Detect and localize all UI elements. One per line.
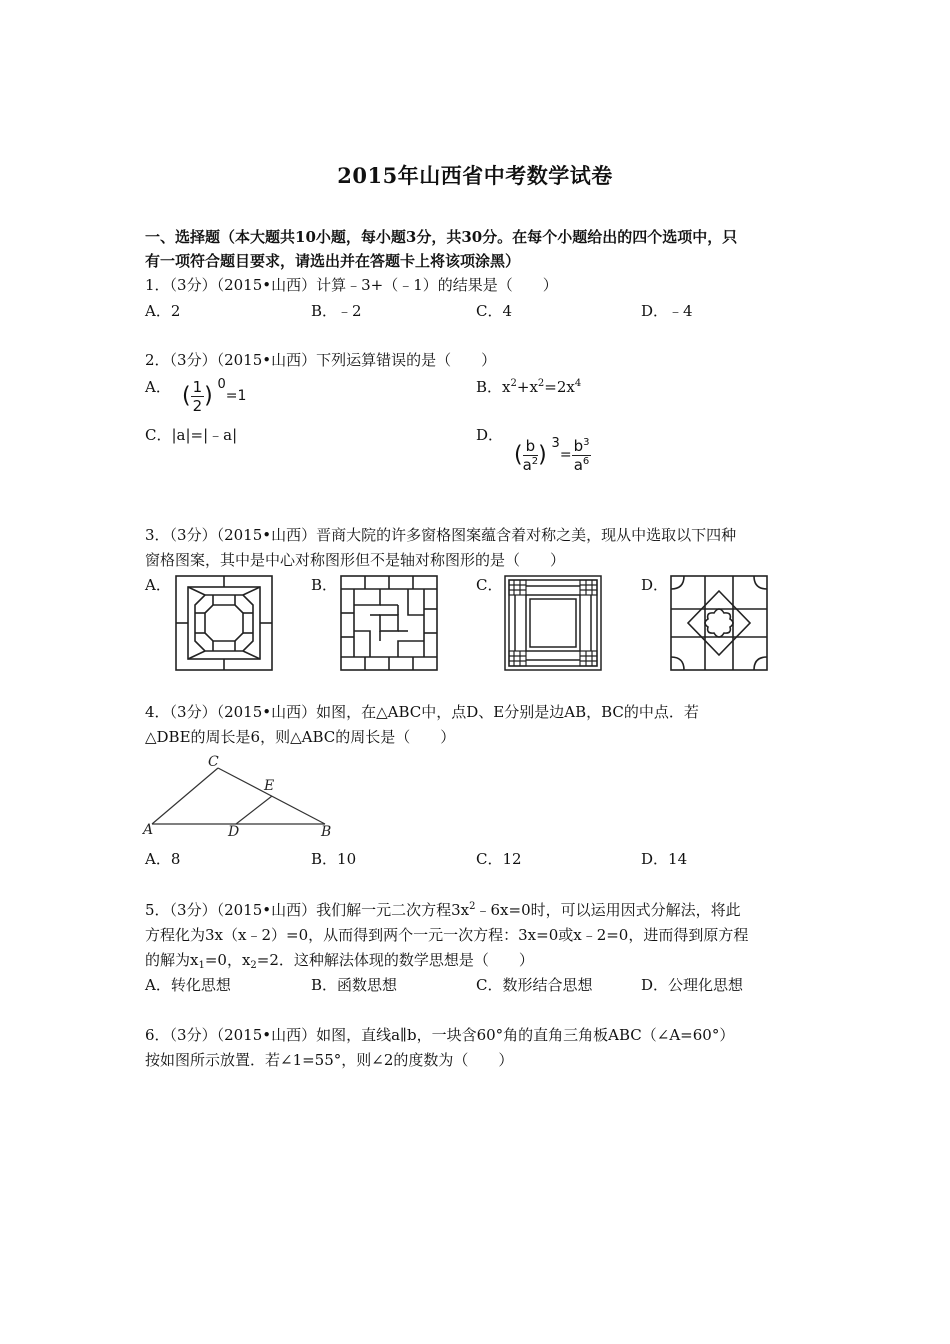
q2-option-d-expression (514, 436, 591, 474)
side-ac (152, 768, 218, 824)
q1-option-a: A．2 (145, 302, 181, 320)
fraction-numerator: b (523, 437, 539, 456)
subscript: 2 (250, 960, 257, 971)
question-4-stem-line2: △DBE的周长是6，则△ABC的周长是（ ） (145, 728, 456, 746)
q3-option-b-label: B． (311, 576, 338, 594)
text-part: =2．这种解法体现的数学思想是（ ） (256, 951, 534, 969)
term: =2x (544, 378, 575, 396)
exponent: 2 (469, 901, 476, 912)
text-part: 5．（3分）（2015•山西）我们解一元二次方程3x (145, 901, 470, 919)
q4-option-b: B．10 (311, 850, 357, 868)
q3-option-d-label: D． (641, 576, 669, 594)
q2-option-a-expression (182, 377, 246, 415)
fraction-numerator (572, 437, 592, 456)
exponent: 4 (574, 378, 582, 389)
q1-option-c: C．4 (476, 302, 513, 320)
exponent: 2 (537, 378, 545, 389)
question-3-stem-line2: 窗格图案，其中是中心对称图形但不是轴对称图形的是（ ） (145, 551, 566, 569)
label-c: C (208, 754, 219, 770)
exponent: 3 (551, 436, 560, 451)
base: a (573, 455, 583, 474)
exponent: 6 (582, 455, 590, 467)
left-paren: ( (514, 442, 523, 468)
text-part: =0，x (204, 951, 251, 969)
term: x (502, 378, 511, 396)
q1-option-d: D．﹣4 (641, 302, 693, 320)
q2-option-d-label: D． (476, 426, 504, 444)
fraction-numerator: 1 (192, 377, 203, 396)
q3-option-a-label: A． (145, 576, 171, 594)
label-e: E (264, 778, 275, 794)
window-pattern-d (670, 575, 768, 671)
fraction (191, 378, 205, 415)
result-fraction (572, 437, 592, 474)
q2-option-c: C．|a|=|﹣a| (145, 426, 238, 444)
question-5-stem-line1 (145, 898, 815, 922)
q2-option-a-label: A． (145, 378, 171, 396)
question-3-stem-line1: 3．（3分）（2015•山西）晋商大院的许多窗格图案蕴含着对称之美，现从中选取以下四种 (145, 526, 737, 544)
text-part: 的解为x (145, 951, 199, 969)
label-d: D (228, 824, 240, 840)
equals-one: =1 (225, 388, 247, 404)
segment-de (236, 796, 272, 824)
label-b: B (321, 824, 332, 840)
term: +x (516, 378, 538, 396)
base: a (522, 455, 532, 474)
q5-option-d: D．公理化思想 (641, 976, 744, 994)
question-2-stem: 2．（3分）（2015•山西）下列运算错误的是（ ） (145, 351, 497, 369)
window-pattern-a (175, 575, 273, 671)
label-a: A (143, 822, 154, 838)
right-paren: ) (204, 383, 213, 409)
q5-option-a: A．转化思想 (145, 976, 231, 994)
subscript: 1 (198, 960, 205, 971)
exponent: 2 (531, 455, 539, 467)
page-title: 2015年山西省中考数学试卷 (337, 163, 613, 188)
question-6-stem-line1: 6．（3分）（2015•山西）如图，直线a∥b，一块含60°角的直角三角板ABC（∠A=60°） (145, 1026, 735, 1044)
q4-option-d: D．14 (641, 850, 688, 868)
q5-option-c: C．数形结合思想 (476, 976, 593, 994)
q3-option-c-label: C． (476, 576, 503, 594)
fraction-denominator (572, 456, 592, 474)
exponent: 2 (510, 378, 517, 389)
base: b (573, 436, 584, 455)
option-label: B． (476, 378, 503, 396)
exponent: 3 (583, 436, 590, 448)
q4-option-c: C．12 (476, 850, 522, 868)
exponent: 0 (217, 377, 226, 392)
q2-option-b (476, 375, 581, 399)
triangle-abc-figure (140, 752, 340, 840)
question-5-stem-line3 (145, 948, 815, 972)
question-6-stem-line2: 按如图所示放置．若∠1=55°，则∠2的度数为（ ） (145, 1051, 514, 1069)
window-pattern-b (340, 575, 438, 671)
window-pattern-c (504, 575, 602, 671)
fraction-denominator (523, 456, 539, 474)
section-heading-line2: 有一项符合题目要求，请选出并在答题卡上将该项涂黑） (145, 252, 521, 270)
equals: = (559, 447, 572, 463)
q1-option-b: B．﹣2 (311, 302, 362, 320)
question-1-stem: 1．（3分）（2015•山西）计算﹣3+（﹣1）的结果是（ ） (145, 276, 558, 294)
section-heading-line1: 一、选择题（本大题共10小题，每小题3分，共30分。在每个小题给出的四个选项中，只 (145, 228, 738, 246)
question-4-stem-line1: 4．（3分）（2015•山西）如图，在△ABC中，点D、E分别是边AB，BC的中点．若 (145, 703, 699, 721)
text-part: ﹣6x=0时，可以运用因式分解法，将此 (475, 901, 741, 919)
q5-option-b: B．函数思想 (311, 976, 398, 994)
question-5-stem-line2: 方程化为3x（x﹣2）=0，从而得到两个一元一次方程：3x=0或x﹣2=0，进而得到原方程 (145, 926, 749, 944)
left-paren: ( (182, 383, 191, 409)
fraction-denominator: 2 (192, 396, 203, 415)
fraction (523, 437, 539, 474)
right-paren: ) (538, 442, 547, 468)
q4-option-a: A．8 (145, 850, 181, 868)
